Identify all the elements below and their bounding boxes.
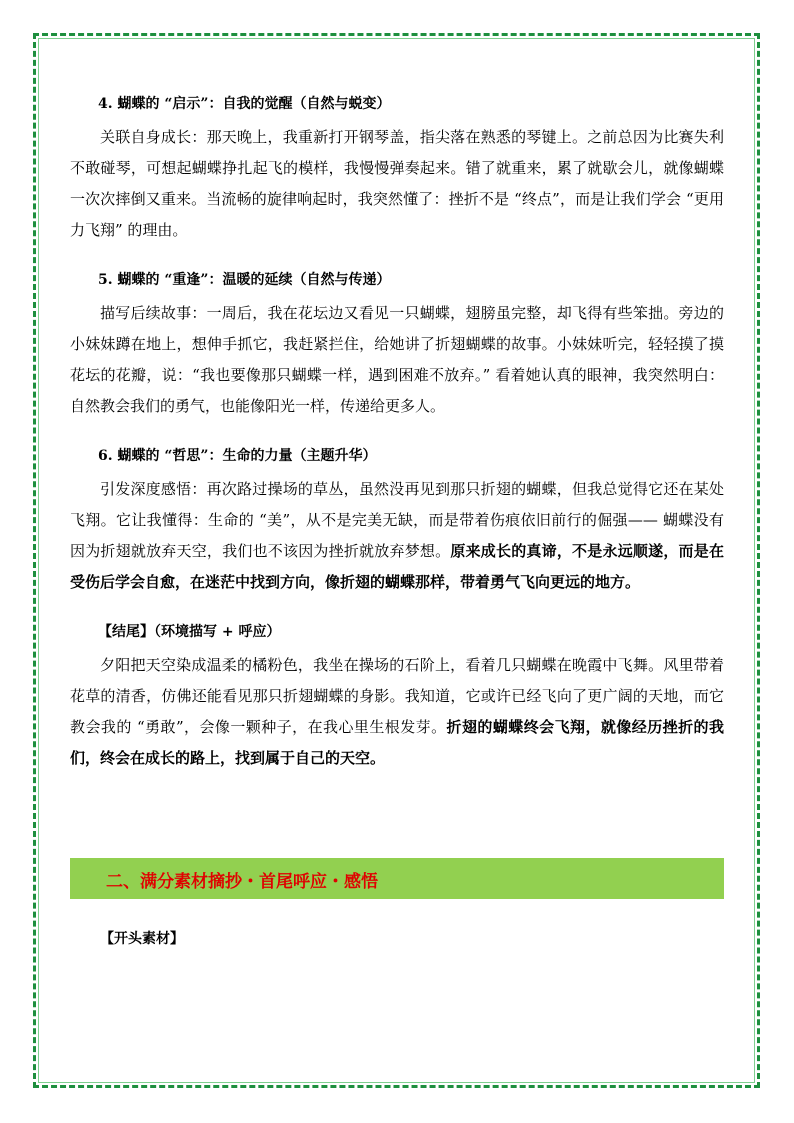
section-paragraph: 描写后续故事：一周后，我在花坛边又看见一只蝴蝶，翅膀虽完整，却飞得有些笨拙。旁边的小妹妹蹲在地上，想伸手抓它，我赶紧拦住，给她讲了折翅蝴蝶的故事。小妹妹听完，轻轻摸了摸花坛的花瓣，说：“我也要像那只蝴蝶一样，遇到困难不放弃。” 看着她认真的眼神，我突然明白：自然教会我们的勇气，也能像阳光一样，传递给更多人。 xyxy=(70,304,724,415)
paragraph-text: 引发深度感悟：再次路过操场的草丛，虽然没再见到那只折翅的蝴蝶，但我总觉得它还在某处飞翔。它让我懂得：生命的 “美”，从不是完美无缺，而是带着伤痕依旧前行的倔强—— 蝴蝶没有因为折翅就放弃天空，我们也不该因为挫折就放弃梦想。 xyxy=(70,480,724,560)
section-heading: 6. 蝴蝶的 “哲思”：生命的力量（主题升华） xyxy=(98,448,377,464)
paragraph-bold-text: 原来成长的真谛，不是永远顺遂，而是在受伤后学会自愈，在迷茫中找到方向，像折翅的蝴蝶那样，带着勇气飞向更远的地方。 xyxy=(70,542,724,591)
document-body xyxy=(70,92,724,788)
paragraph-bold-text: 折翅的蝴蝶终会飞翔，就像经历挫折的我们，终会在成长的路上，找到属于自己的天空。 xyxy=(70,718,724,767)
section-banner xyxy=(70,858,724,899)
banner-title: 二、满分素材摘抄・首尾呼应・感悟 xyxy=(106,872,378,892)
ending-heading: 【结尾】（环境描写 + 呼应） xyxy=(98,624,281,640)
section-paragraph xyxy=(70,474,724,598)
section-heading: 5. 蝴蝶的 “重逢”：温暖的延续（自然与传递） xyxy=(98,272,391,288)
section-paragraph: 关联自身成长：那天晚上，我重新打开钢琴盖，指尖落在熟悉的琴键上。之前总因为比赛失利不敢碰琴，可想起蝴蝶挣扎起飞的模样，我慢慢弹奏起来。错了就重来，累了就歇会儿，就像蝴蝶一次次摔倒又重来。当流畅的旋律响起时，我突然懂了：挫折不是 “终点”，而是让我们学会 “更用力飞翔” 的理由。 xyxy=(70,128,724,239)
section-heading: 4. 蝴蝶的 “启示”：自我的觉醒（自然与蜕变） xyxy=(98,96,391,112)
paragraph-text: 夕阳把天空染成温柔的橘粉色，我坐在操场的石阶上，看着几只蝴蝶在晚霞中飞舞。风里带着花草的清香，仿佛还能看见那只折翅蝴蝶的身影。我知道，它或许已经飞向了更广阔的天地，而它教会我的 “勇敢”，会像一颗种子，在我心里生根发芽。 xyxy=(70,656,724,736)
subheading: 【开头素材】 xyxy=(100,931,184,947)
section-paragraph xyxy=(70,650,724,774)
